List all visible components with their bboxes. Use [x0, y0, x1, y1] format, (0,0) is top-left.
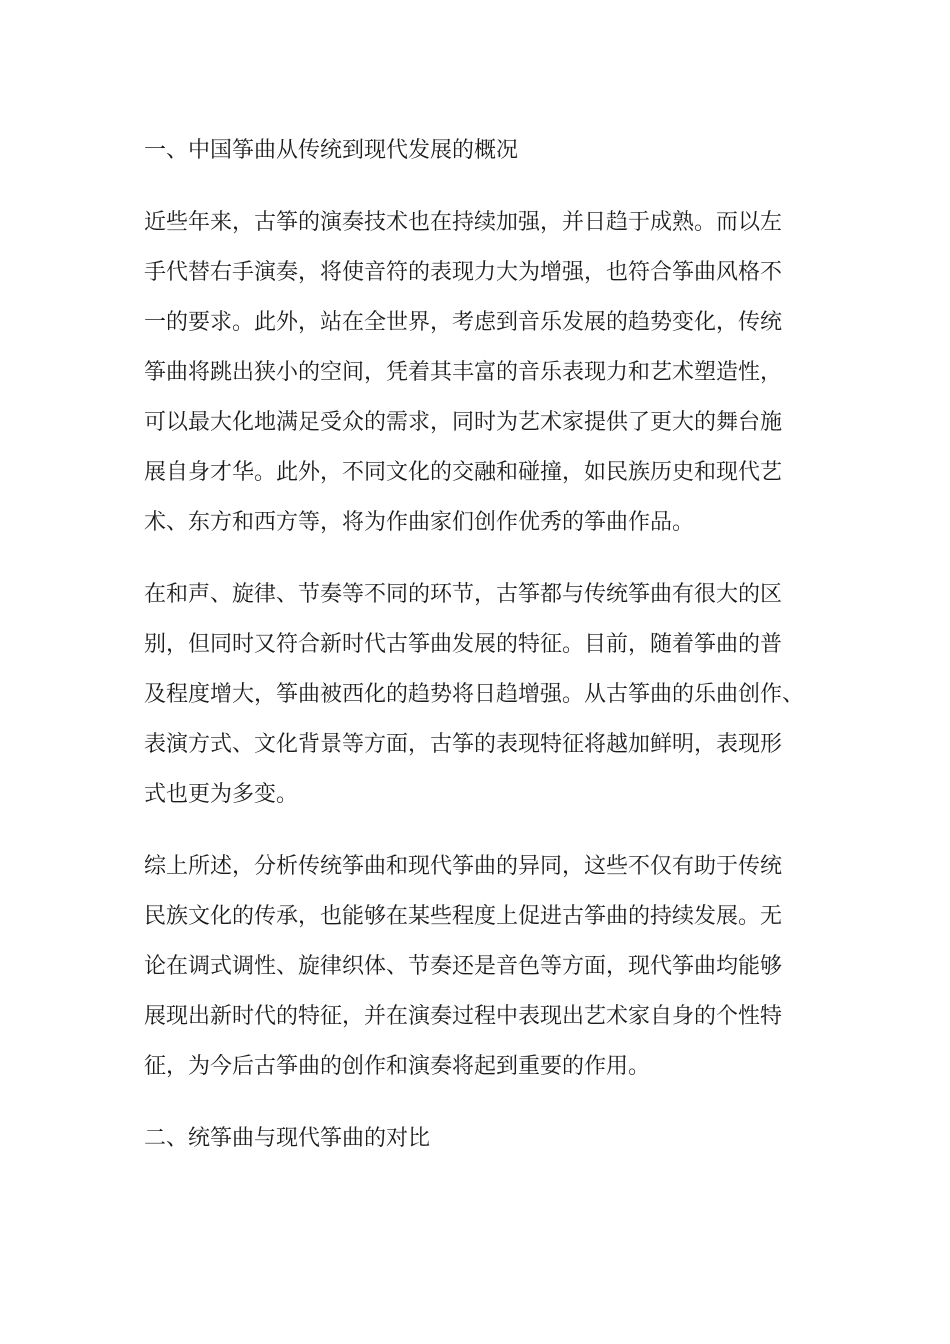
document-body [144, 126, 806, 1164]
paragraph-line: 及程度增大，筝曲被西化的趋势将日趋增强。从古筝曲的乐曲创作、 [144, 682, 805, 707]
paragraph-line: 征，为今后古筝曲的创作和演奏将起到重要的作用。 [144, 1054, 651, 1079]
paragraph-line: 民族文化的传承，也能够在某些程度上促进古筝曲的持续发展。无 [144, 904, 783, 929]
paragraph-line: 别，但同时又符合新时代古筝曲发展的特征。目前，随着筝曲的普 [144, 632, 783, 657]
paragraph-line: 论在调式调性、旋律织体、节奏还是音色等方面，现代筝曲均能够 [144, 954, 783, 979]
paragraph-line: 可以最大化地满足受众的需求，同时为艺术家提供了更大的舞台施 [144, 410, 783, 435]
paragraph-1 [144, 198, 806, 548]
paragraph-line: 在和声、旋律、节奏等不同的环节，古筝都与传统筝曲有很大的区 [144, 582, 783, 607]
section-heading-1: 一、中国筝曲从传统到现代发展的概况 [144, 138, 519, 163]
spacer [144, 1092, 806, 1114]
paragraph-line: 式也更为多变。 [144, 782, 299, 807]
section-heading-2: 二、统筝曲与现代筝曲的对比 [144, 1126, 431, 1151]
spacer [144, 820, 806, 842]
paragraph-line: 展自身才华。此外，不同文化的交融和碰撞，如民族历史和现代艺 [144, 460, 783, 485]
paragraph-line: 手代替右手演奏，将使音符的表现力大为增强，也符合筝曲风格不 [144, 260, 783, 285]
paragraph-line: 筝曲将跳出狭小的空间，凭着其丰富的音乐表现力和艺术塑造性， [144, 360, 783, 385]
paragraph-line: 近些年来，古筝的演奏技术也在持续加强，并日趋于成熟。而以左 [144, 210, 783, 235]
spacer [144, 548, 806, 570]
paragraph-line: 一的要求。此外，站在全世界，考虑到音乐发展的趋势变化，传统 [144, 310, 783, 335]
paragraph-line: 表演方式、文化背景等方面，古筝的表现特征将越加鲜明，表现形 [144, 732, 783, 757]
spacer [144, 176, 806, 198]
paragraph-line: 展现出新时代的特征，并在演奏过程中表现出艺术家自身的个性特 [144, 1004, 783, 1029]
paragraph-2 [144, 570, 806, 820]
paragraph-line: 术、东方和西方等，将为作曲家们创作优秀的筝曲作品。 [144, 510, 695, 535]
paragraph-line: 综上所述，分析传统筝曲和现代筝曲的异同，这些不仅有助于传统 [144, 854, 783, 879]
paragraph-3 [144, 842, 806, 1092]
